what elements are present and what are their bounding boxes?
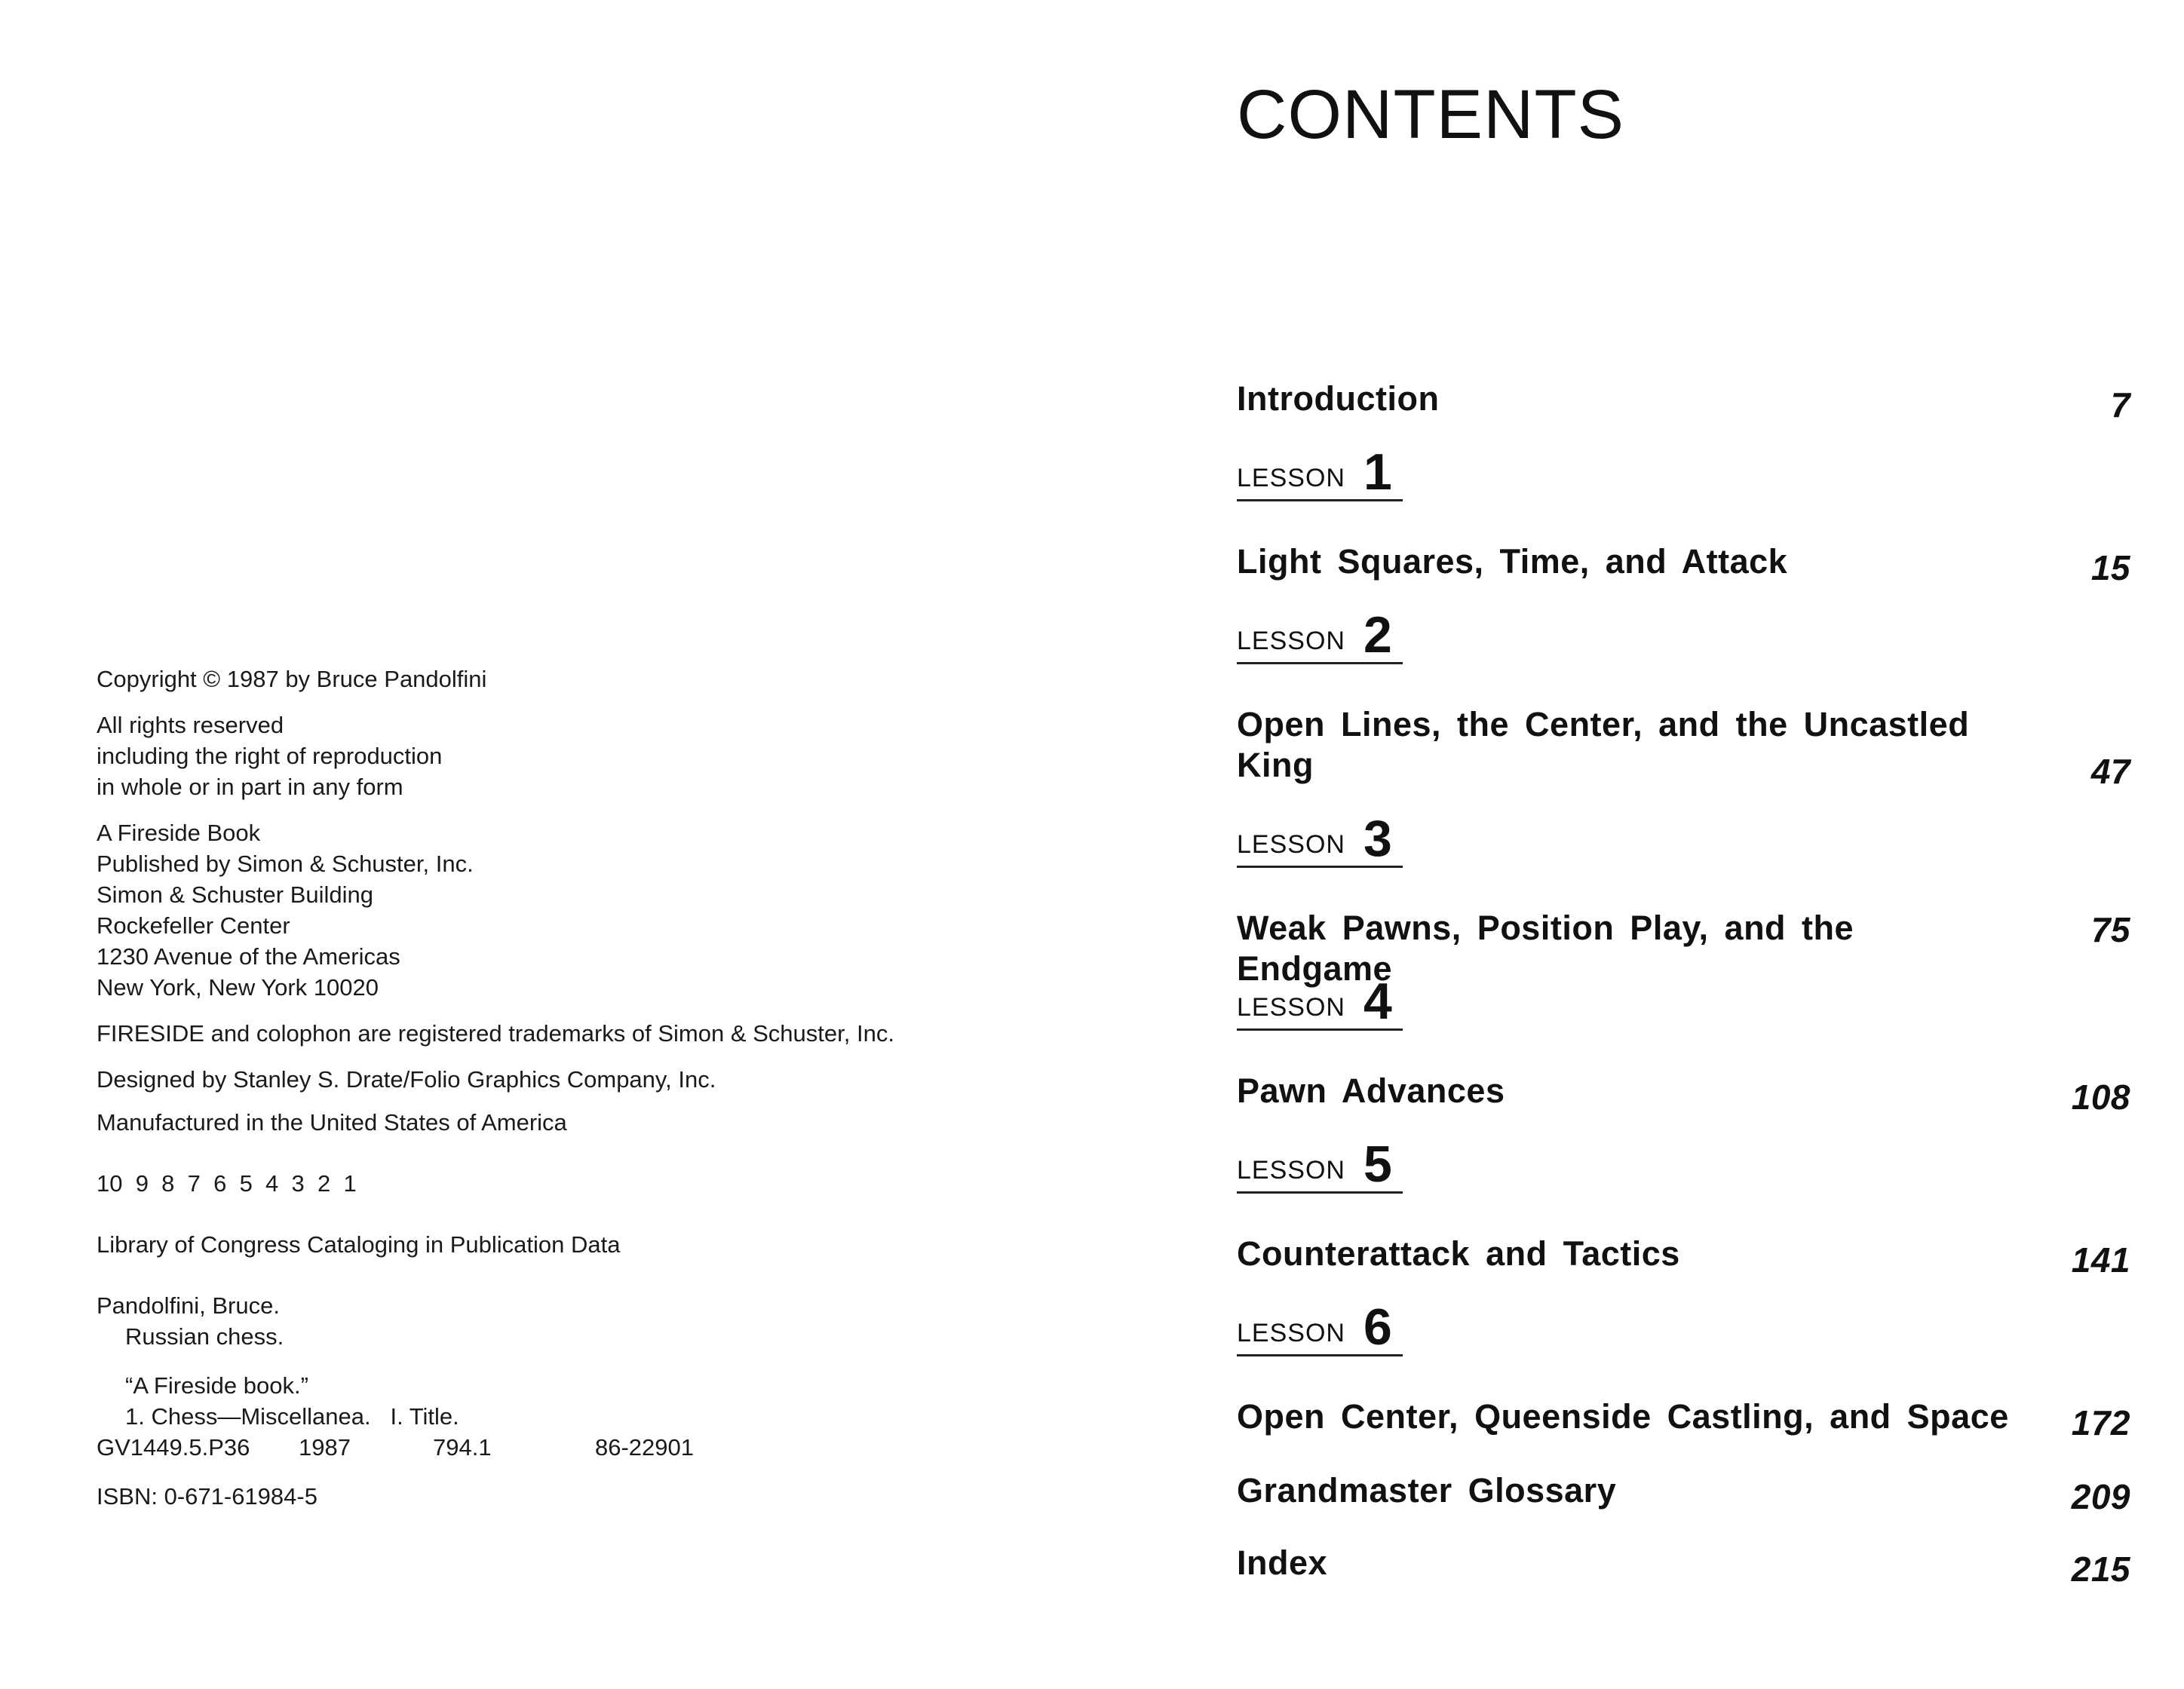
toc-entry-page: 47 <box>2090 752 2130 791</box>
cip-note: “A Fireside book.” <box>125 1372 308 1399</box>
lesson-word: LESSON <box>1237 627 1345 655</box>
cip-classification <box>97 1432 1077 1463</box>
toc-entry-page: 209 <box>2071 1477 2130 1516</box>
lesson-label <box>1237 606 1403 664</box>
toc-entry <box>1237 1234 2130 1280</box>
toc-entry-title: Counterattack and Tactics <box>1237 1234 1680 1273</box>
cip-call-number: GV1449.5.P36 <box>97 1434 250 1461</box>
designer-line: Designed by Stanley S. Drate/Folio Graphics Company, Inc. <box>97 1066 716 1093</box>
lesson-number: 1 <box>1363 443 1392 501</box>
lesson-label <box>1237 810 1403 868</box>
lesson-label <box>1237 443 1403 501</box>
publisher-line: New York, New York 10020 <box>97 974 379 1001</box>
toc-entry-title: Index <box>1237 1543 1328 1582</box>
table-of-contents <box>1237 0 2142 1689</box>
isbn-line: ISBN: 0-671-61984-5 <box>97 1483 317 1510</box>
lesson-number: 6 <box>1363 1298 1392 1356</box>
lesson-label <box>1237 1298 1403 1356</box>
lesson-word: LESSON <box>1237 993 1345 1022</box>
toc-entry <box>1237 1543 2130 1589</box>
toc-entry-title: Introduction <box>1237 379 1440 418</box>
toc-entry <box>1237 1071 2130 1117</box>
lesson-word: LESSON <box>1237 464 1345 492</box>
toc-entry-page: 215 <box>2071 1550 2130 1589</box>
cip-lccn: 86-22901 <box>595 1434 695 1461</box>
lesson-word: LESSON <box>1237 1319 1345 1347</box>
lesson-number: 2 <box>1363 606 1392 664</box>
toc-entry-page: 172 <box>2071 1403 2130 1442</box>
toc-entry <box>1237 1396 2130 1442</box>
toc-entry-title: Weak Pawns, Position Play, and the Endgame <box>1237 909 1854 988</box>
toc-entry <box>1237 1470 2130 1516</box>
toc-entry-title: Pawn Advances <box>1237 1071 1505 1110</box>
toc-entry <box>1237 541 2130 587</box>
publisher-line: Simon & Schuster Building <box>97 881 374 908</box>
rights-line: in whole or in part in any form <box>97 774 403 800</box>
rights-line: including the right of reproduction <box>97 743 443 769</box>
cip-author: Pandolfini, Bruce. <box>97 1292 280 1319</box>
toc-entry-title: Open Lines, the Center, and the Uncastled King <box>1237 705 1970 784</box>
manufactured-line: Manufactured in the United States of America <box>97 1109 567 1136</box>
toc-entry <box>1237 704 2130 791</box>
publisher-line: Published by Simon & Schuster, Inc. <box>97 851 474 877</box>
toc-entry-page: 75 <box>2090 910 2130 949</box>
cip-dewey: 794.1 <box>433 1434 492 1461</box>
toc-entry-title: Grandmaster Glossary <box>1237 1471 1617 1510</box>
trademark-line: FIRESIDE and colophon are registered trademarks of Simon & Schuster, Inc. <box>97 1020 894 1047</box>
copyright-line: Copyright © 1987 by Bruce Pandolfini <box>97 666 487 692</box>
lesson-number: 5 <box>1363 1136 1392 1193</box>
publisher-line: Rockefeller Center <box>97 912 290 939</box>
toc-entry-title: Light Squares, Time, and Attack <box>1237 542 1788 581</box>
publisher-line: 1230 Avenue of the Americas <box>97 943 400 970</box>
toc-entry-page: 141 <box>2071 1240 2130 1280</box>
publisher-line: A Fireside Book <box>97 820 261 846</box>
lesson-label <box>1237 973 1403 1031</box>
toc-entry-page: 15 <box>2090 548 2130 587</box>
page-title: CONTENTS <box>1237 76 1624 153</box>
cip-title: Russian chess. <box>125 1323 284 1350</box>
toc-entry-title: Open Center, Queenside Castling, and Space <box>1237 1397 2009 1436</box>
printing-line: 10 9 8 7 6 5 4 3 2 1 <box>97 1170 357 1197</box>
cip-heading: Library of Congress Cataloging in Publication Data <box>97 1231 621 1258</box>
lesson-label <box>1237 1136 1403 1194</box>
copyright-block <box>97 664 1077 1512</box>
cip-subjects: 1. Chess—Miscellanea. I. Title. <box>125 1403 459 1430</box>
lesson-number: 3 <box>1363 810 1392 867</box>
toc-entry <box>1237 379 2130 425</box>
toc-entry-page: 7 <box>2110 385 2130 425</box>
cip-year: 1987 <box>299 1434 351 1461</box>
lesson-word: LESSON <box>1237 830 1345 859</box>
toc-entry-page: 108 <box>2071 1077 2130 1117</box>
rights-line: All rights reserved <box>97 712 284 738</box>
lesson-word: LESSON <box>1237 1156 1345 1185</box>
lesson-number: 4 <box>1363 973 1392 1030</box>
